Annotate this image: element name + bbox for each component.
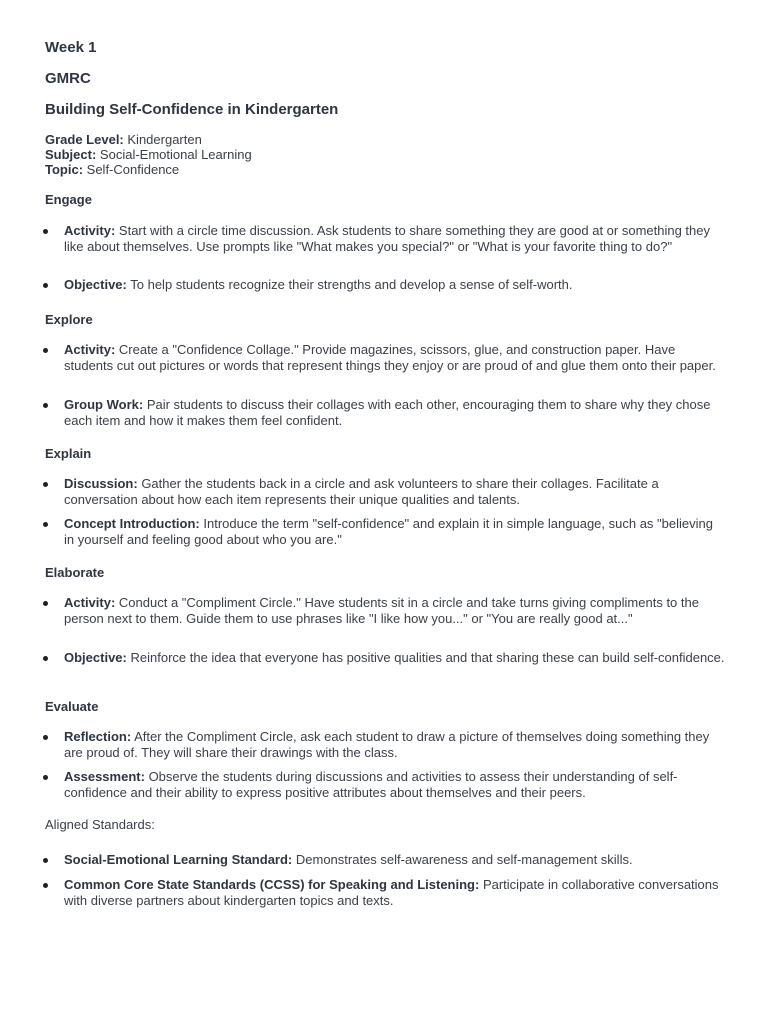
item-label: Common Core State Standards (CCSS) for Speaking and Listening:: [64, 877, 480, 892]
item-label: Objective:: [64, 277, 127, 292]
week-heading: Week 1: [45, 39, 97, 56]
item-text: Introduce the term "self-confidence" and explain it in simple language, such as "believing in yourself and feeling good about who you are.": [64, 516, 713, 547]
item-label: Reflection:: [64, 729, 132, 744]
item-text: Pair students to discuss their collages with each other, encouraging them to share why they chose each item and how it makes them feel confident.: [64, 397, 711, 428]
lesson-meta: [45, 132, 252, 177]
list-item: [64, 476, 726, 508]
list-item: [64, 877, 726, 909]
item-text: Observe the students during discussions and activities to assess their understanding of self-confidence and their ability to express positive attributes about themselves and their peers.: [64, 769, 678, 800]
list-item: [64, 852, 726, 868]
item-text: Gather the students back in a circle and ask volunteers to share their collages. Facilitate a conversation about how each item represents their unique qualities and talents.: [64, 476, 659, 507]
item-label: Group Work:: [64, 397, 144, 412]
topic-value: Self-Confidence: [86, 162, 180, 177]
list-item: [64, 650, 726, 666]
topic-line: [45, 162, 252, 177]
standards-heading: Aligned Standards:: [45, 817, 155, 832]
list-item: [64, 223, 726, 255]
list-item: [64, 729, 726, 761]
section-heading-elaborate: Elaborate: [45, 565, 105, 580]
list-item: [64, 769, 726, 801]
grade-level-value: Kindergarten: [127, 132, 202, 147]
item-label: Activity:: [64, 342, 116, 357]
lesson-title: Building Self-Confidence in Kindergarten: [45, 101, 339, 118]
item-text: Demonstrates self-awareness and self-management skills.: [295, 852, 633, 867]
item-label: Activity:: [64, 223, 116, 238]
subject-label: Subject:: [45, 147, 97, 162]
section-heading-engage: Engage: [45, 192, 92, 207]
item-text: Participate in collaborative conversations with diverse partners about kindergarten topics and texts.: [64, 877, 719, 908]
item-text: Create a "Confidence Collage." Provide magazines, scissors, glue, and construction paper. Have students cut out pictures or words that represent things they enjoy or are proud of and glue them onto their paper.: [64, 342, 716, 373]
item-label: Discussion:: [64, 476, 138, 491]
section-heading-evaluate: Evaluate: [45, 699, 99, 714]
item-label: Social-Emotional Learning Standard:: [64, 852, 293, 867]
list-item: [64, 342, 726, 374]
grade-level-label: Grade Level:: [45, 132, 124, 147]
item-label: Assessment:: [64, 769, 145, 784]
topic-label: Topic:: [45, 162, 84, 177]
item-label: Concept Introduction:: [64, 516, 200, 531]
subject-value: Social-Emotional Learning: [99, 147, 252, 162]
course-heading: GMRC: [45, 70, 91, 87]
item-text: After the Compliment Circle, ask each student to draw a picture of themselves doing something they are proud of. They will share their drawings with the class.: [64, 729, 710, 760]
list-item: [64, 397, 726, 429]
item-text: Reinforce the idea that everyone has positive qualities and that sharing these can build self-confidence.: [130, 650, 725, 665]
item-text: To help students recognize their strengths and develop a sense of self-worth.: [130, 277, 573, 292]
list-item: [64, 277, 726, 293]
list-item: [64, 595, 726, 627]
item-label: Objective:: [64, 650, 127, 665]
section-heading-explore: Explore: [45, 312, 93, 327]
item-text: Start with a circle time discussion. Ask students to share something they are good at or something they like about themselves. Use prompts like "What makes you special?" or "What is your favorite thing to do?": [64, 223, 710, 254]
grade-level-line: [45, 132, 252, 147]
item-text: Conduct a "Compliment Circle." Have students sit in a circle and take turns giving compliments to the person next to them. Guide them to use phrases like "I like how you..." or "You are really good at...": [64, 595, 699, 626]
list-item: [64, 516, 726, 548]
subject-line: [45, 147, 252, 162]
section-heading-explain: Explain: [45, 446, 92, 461]
item-label: Activity:: [64, 595, 116, 610]
